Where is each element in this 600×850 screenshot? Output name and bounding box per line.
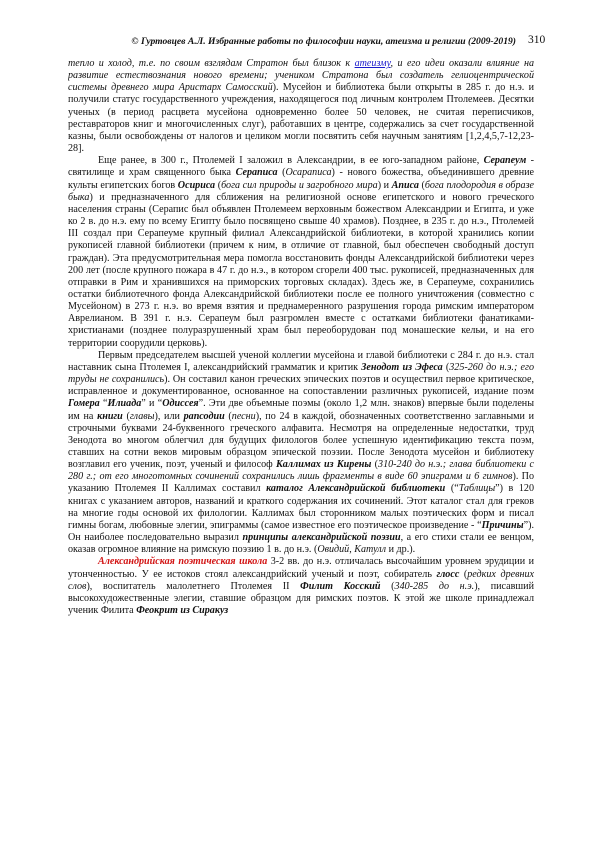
paragraph-alexandrian-school (68, 556, 534, 617)
term-callimachus: Каллимах из Кирены (275, 459, 372, 471)
running-title: © Гуртовцев А.Л. Избранные работы по философии науки, атеизма и религии (2009-2019) (131, 36, 516, 47)
term-tables: Таблицы (458, 483, 496, 495)
term-serapeum: Серапеум (483, 155, 527, 167)
text-run: ( (371, 459, 379, 471)
text-run: ). Мусейон и библиотека были открыты в 285 г. до н.э. и получили статус государственного учреждения, находящегося под личным контролем Птолемеев. Десятки ученых (в период расцвета мусейона одновременно более 50 человек, не считая переписчиков, реставраторов книг и многочисленных слуг), работавших в центре, содержались за счет государственной казны, были освобождены от налогов и целиком могли посвятить себя научным занятиям [1,2,4,5,7-12,23-28]. (68, 82, 534, 155)
paragraph-zenodotus-callimachus (68, 350, 534, 557)
text-run: ) - нового божества, объединившего древние культы египетских богов (68, 167, 534, 191)
paragraph-serapeum (68, 155, 534, 350)
glosses-description: редких древних слов (68, 568, 534, 592)
term-alexandrian-poetic-school: Александрийская поэтическая школа (98, 556, 268, 568)
text-run: “ (99, 398, 108, 410)
text-run: ), по 24 в каждой, обозначенных соответственно заглавными и строчными буквами 24-буквенного греческого алфавита. Несмотря на определенные недостатки, труд Зенодота во многом облегчил для будущих филологов более успешную идентификацию текста поэм, ставших на сотни веков мировым образцом эпической поэзии. После Зенодота мусейон и библиотеку возглавил его ученик, поэт, ученый и философ (68, 410, 534, 471)
text-run: ). Он составил канон греческих эпических поэтов и осуществил первое критическое, исправленное и документированное, основанное на сопоставлении различных рукописей, издание поэм (68, 374, 534, 398)
text-run: тепло и холод, т.е. по своим взглядам Стратон был близок к (68, 58, 355, 69)
text-run: - святилище и храм священного быка (68, 155, 534, 179)
term-catullus: Катулл (354, 544, 387, 556)
text-run: ” и “ (141, 398, 163, 410)
text-run: и др.). (386, 544, 416, 556)
text-run: ( (418, 179, 425, 191)
term-philitas: Филит Косский (300, 580, 381, 592)
term-theocritus: Феокрит из Сиракуз (136, 605, 229, 617)
text-run: ( (215, 179, 222, 191)
text-run: ), писавший высокохудожественные элегии, ставшие образцом для римских поэтов. К этой же школе принадлежал ученик Филита (68, 580, 534, 617)
paragraph-stratonic-continuation (68, 58, 534, 155)
term-books: книги (97, 410, 123, 422)
term-odyssey: Одиссея (162, 398, 199, 410)
term-homer: Гомера (68, 398, 100, 410)
term-iliad: Илиада (107, 398, 142, 410)
text-run: ). По указанию Птолемея II Каллимах составил (68, 471, 534, 495)
text-run: ) и (377, 179, 392, 191)
text-run: ), или (154, 410, 184, 422)
text-run: ”. Эти две объемные поэмы (около 1,2 млн. знаков) впервые были поделены им на (68, 398, 534, 422)
term-library-catalog: каталог Александрийской библиотеки (266, 483, 446, 495)
text-run: ”) в 120 книгах с указанием авторов, названий и краткого содержания их сочинений. Этот каталог стал для греков на многие годы основой их филологии. Каллимах был сторонником малых поэтических форм и писал гимны богам, любовные элегии, эпиграммы (самое известное его поэтическое произведение - “ (68, 483, 534, 531)
term-chapters: главы (129, 410, 155, 422)
zenodotus-dates: 325-260 до н.э.; его труды не сохранились (68, 361, 534, 386)
term-rhapsodies: рапсодии (183, 410, 225, 422)
text-run: ( (122, 410, 130, 422)
term-ovid: Овидий (317, 544, 350, 556)
document-body (68, 58, 534, 838)
apis-description: бога плодородия в образе быка (68, 179, 534, 203)
term-osarapis: Осараписа (285, 167, 332, 179)
text-run: , (349, 544, 355, 556)
text-run: ( (442, 361, 450, 373)
term-songs: песни (231, 410, 256, 422)
term-serapis: Сераписа (235, 167, 278, 179)
text-run: ( (277, 167, 286, 179)
term-alexandrian-poetry-principles: принципы александрийской поэзии (242, 532, 401, 544)
term-causes: Причины (481, 519, 524, 531)
page-header (0, 36, 600, 52)
text-run: ( (380, 580, 395, 592)
text-run: , а его стихи стали ее венцом, оказав огромное влияние на римскую поэзию 1 в. до н.э. ( (68, 532, 534, 556)
term-apis: Аписа (391, 179, 419, 191)
text-run: ), воспитатель малолетнего Птолемея II (86, 580, 301, 592)
term-osiris: Осириса (177, 179, 216, 191)
text-run: Первым председателем высшей ученой коллегии мусейона и главой библиотеки с 284 г. до н.э. стал наставник сына Птолемея I, александрийский грамматик и критик (68, 349, 534, 373)
text-run: ) и предназначенного для сближения на религиозной основе египетского и нового греческого населения страны (Серапис был объявлен Птолемеем верховным божеством Александрии и Египта, и уже ко 2 в. до н.э. ему по всему Египту было посвящено свыше 40 храмов). Позднее, в 235 г. до н.э., Птолемей III создал при Серапеуме крупный филиал Александрийской библиотеки, в которой хранились копии рукописей главной библиотеки (причем к ним, в отличие от главной, был обеспечен свободный доступ граждан). Эта предусмотрительная мера помогла восстановить фонды Александрийской библиотеки через 200 лет (после крупного пожара в 47 г. до н.э., в котором сгорели 400 тыс. рукописей, предназначенных для отправки в Рим и хранившихся на приморских торговых складах). Здесь же, в Серапеуме, сохранились остатки библиотечного фонда Александрийской библиотеки после ее полного уничтожения (совместно с Мусейоном) в 273 г. н.э. во время взятия и преднамеренного разрушения города римским императором Аврелианом. В 391 г. н.э. Серапеум был разгромлен вместе с остатками библиотеки фанатиками-христианами (позднее полуразрушенный храм был переоборудован под монашеские кельи, и на его территории соорудили церковь). (68, 191, 534, 349)
text-run: ”). Он наиболее последовательно выразил (68, 519, 534, 544)
osiris-description: бога сил природы и загробного мира (221, 179, 378, 191)
text-run: ( (224, 410, 232, 422)
text-run: 3-2 вв. до н.э. отличалась высочайшим уровнем эрудиции и утонченностью. У ее истоков стоял александрийский ученый и поэт, собиратель (68, 556, 534, 580)
text-run: ( (459, 568, 468, 580)
callimachus-dates: 310-240 до н.э.; глава библиотеки с 280 г.; от его многотомных сочинений сохранились лишь фрагменты в виде 60 эпиграмм и 6 гимнов (68, 459, 534, 483)
term-zenodotus: Зенодот из Эфеса (361, 361, 443, 373)
text-run: , и его идеи оказали влияние на развитие естествознания нового времени; учеником Стратона был создатель гелиоцентрической системы древнего мира Аристарх Самосский (68, 58, 534, 94)
atheism-link[interactable]: атеизму (354, 58, 391, 69)
term-glosses: глосс (436, 568, 460, 580)
philitas-dates: 340-285 до н.э. (394, 580, 475, 592)
page-number: 310 (528, 34, 546, 46)
text-run: Еще ранее, в 300 г., Птолемей I заложил в Александрии, в ее юго-западном районе, (98, 155, 484, 167)
text-run: (“ (445, 483, 459, 495)
